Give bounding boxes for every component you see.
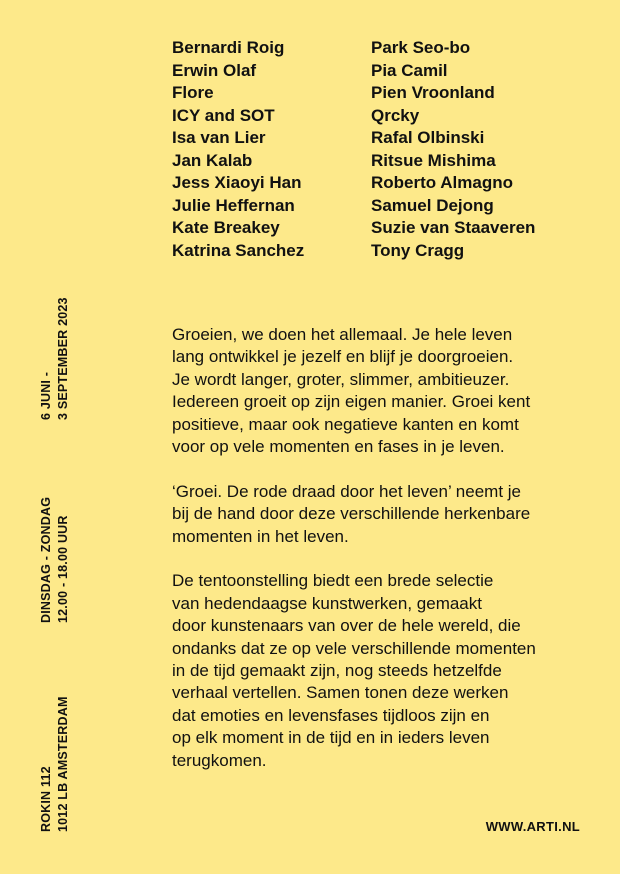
artist-name: Pia Camil <box>371 60 448 80</box>
address-street: ROKIN 112 <box>39 766 53 832</box>
opening-days: DINSDAG - ZONDAG <box>39 496 53 623</box>
artist-name: Jan Kalab <box>172 150 253 170</box>
artist-name: Julie Heffernan <box>172 195 295 215</box>
artist-column-right <box>371 37 570 262</box>
opening-times: 12.00 - 18.00 UUR <box>56 515 70 623</box>
opening-hours <box>38 497 72 623</box>
exhibition-description <box>172 324 592 794</box>
exhibition-dates <box>38 297 72 420</box>
description-paragraph-1: Groeien, we doen het allemaal. Je hele leven lang ontwikkel je jezelf en blijf je doorgroeien. Je wordt langer, groter, slimmer, ambitieuzer. Iedereen groeit op zijn eigen manier. Groei kent positieve, maar ook negatieve kanten en komt voor op vele momenten en fases in je leven. <box>172 325 531 457</box>
venue-address <box>38 696 72 832</box>
artist-name: Erwin Olaf <box>172 60 257 80</box>
website-link[interactable]: WWW.ARTI.NL <box>485 819 580 834</box>
artist-name: Park Seo-bo <box>371 38 471 57</box>
dates-end: 3 SEPTEMBER 2023 <box>56 297 70 420</box>
artist-name: Isa van Lier <box>172 128 266 147</box>
artist-name: Roberto Almagno <box>371 173 513 192</box>
artist-name: Pien Vroonland <box>371 83 495 102</box>
artist-list <box>172 37 570 262</box>
artist-name: Qrcky <box>371 105 420 125</box>
artist-name: Rafal Olbinski <box>371 128 485 147</box>
artist-name: Samuel Dejong <box>371 195 494 215</box>
artist-name: Jess Xiaoyi Han <box>172 173 302 192</box>
description-paragraph-3: De tentoonstelling biedt een brede selectie van hedendaagse kunstwerken, gemaakt door kunstenaars van over de hele wereld, die ondanks dat ze op vele verschillende momenten in de tijd gemaakt zijn, nog steeds hetzelfde verhaal vertellen. Samen tonen deze werken dat emoties en levensfases tijdloos zijn en op elk moment in de tijd en in ieders leven terugkomen. <box>172 571 536 770</box>
artist-column-left <box>172 37 371 262</box>
artist-name: Bernardi Roig <box>172 38 285 57</box>
dates-start: 6 JUNI - <box>39 371 53 420</box>
artist-name: Suzie van Staaveren <box>371 218 536 237</box>
artist-name: Katrina Sanchez <box>172 240 305 260</box>
artist-name: ICY and SOT <box>172 105 275 125</box>
artist-name: Tony Cragg <box>371 240 465 260</box>
artist-name: Kate Breakey <box>172 218 280 237</box>
description-paragraph-2: ‘Groei. De rode draad door het leven’ neemt je bij de hand door deze verschillende herkenbare momenten in het leven. <box>172 481 531 546</box>
artist-name: Ritsue Mishima <box>371 150 496 170</box>
artist-name: Flore <box>172 83 214 102</box>
address-city: 1012 LB AMSTERDAM <box>56 696 70 832</box>
